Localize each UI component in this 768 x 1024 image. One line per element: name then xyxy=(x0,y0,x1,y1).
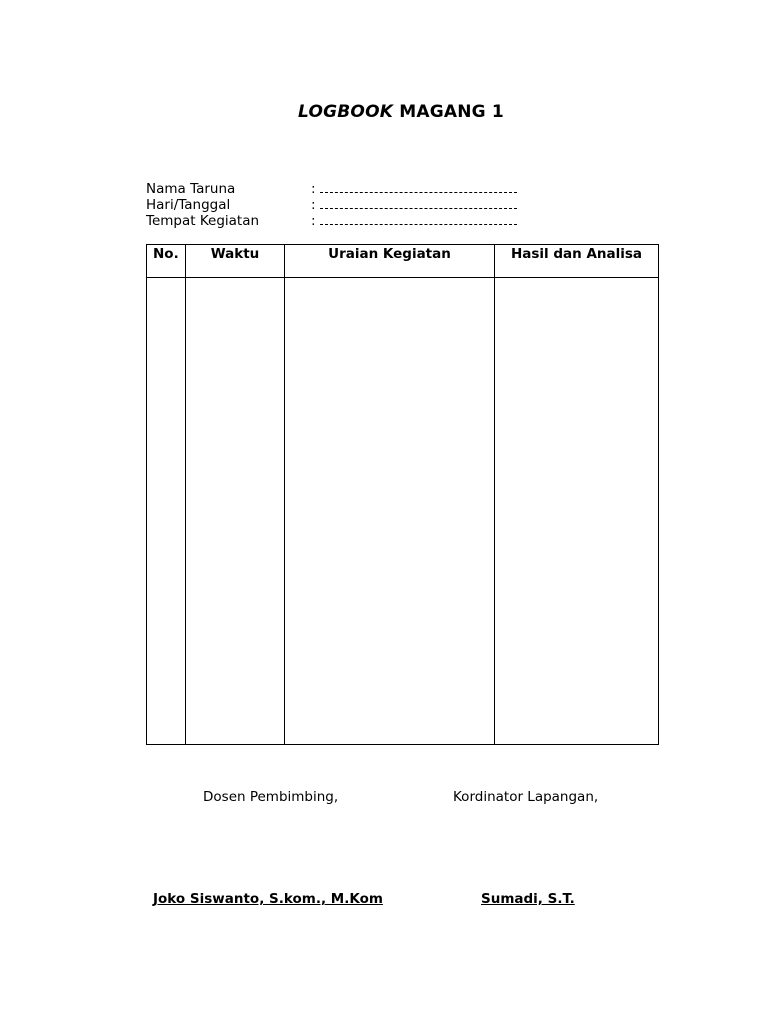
header-hasil-dan-analisa: Hasil dan Analisa xyxy=(495,245,659,278)
cell-no xyxy=(147,278,186,745)
header-waktu: Waktu xyxy=(186,245,285,278)
header-no: No. xyxy=(147,245,186,278)
field-colon: : xyxy=(311,181,316,197)
cell-waktu xyxy=(186,278,285,745)
document-title xyxy=(0,102,768,122)
header-uraian-kegiatan: Uraian Kegiatan xyxy=(285,245,495,278)
right-signature-role: Kordinator Lapangan, xyxy=(453,789,599,805)
table-header-row xyxy=(147,245,659,278)
logbook-table xyxy=(146,244,659,745)
field-label: Tempat Kegiatan xyxy=(146,213,260,229)
cell-hasil-dan-analisa xyxy=(495,278,659,745)
field-blank-line xyxy=(320,192,517,193)
title-rest: MAGANG 1 xyxy=(393,102,504,122)
field-colon: : xyxy=(311,213,316,229)
field-label: Nama Taruna xyxy=(146,181,236,197)
title-italic-part: LOGBOOK xyxy=(298,102,394,122)
field-blank-line xyxy=(320,208,517,209)
right-signature-name: Sumadi, S.T. xyxy=(481,891,575,907)
left-signature-role: Dosen Pembimbing, xyxy=(203,789,339,805)
table-row xyxy=(147,278,659,745)
field-colon: : xyxy=(311,197,316,213)
field-label: Hari/Tanggal xyxy=(146,197,231,213)
field-blank-line xyxy=(320,224,517,225)
left-signature-name: Joko Siswanto, S.kom., M.Kom xyxy=(153,891,383,907)
cell-uraian-kegiatan xyxy=(285,278,495,745)
